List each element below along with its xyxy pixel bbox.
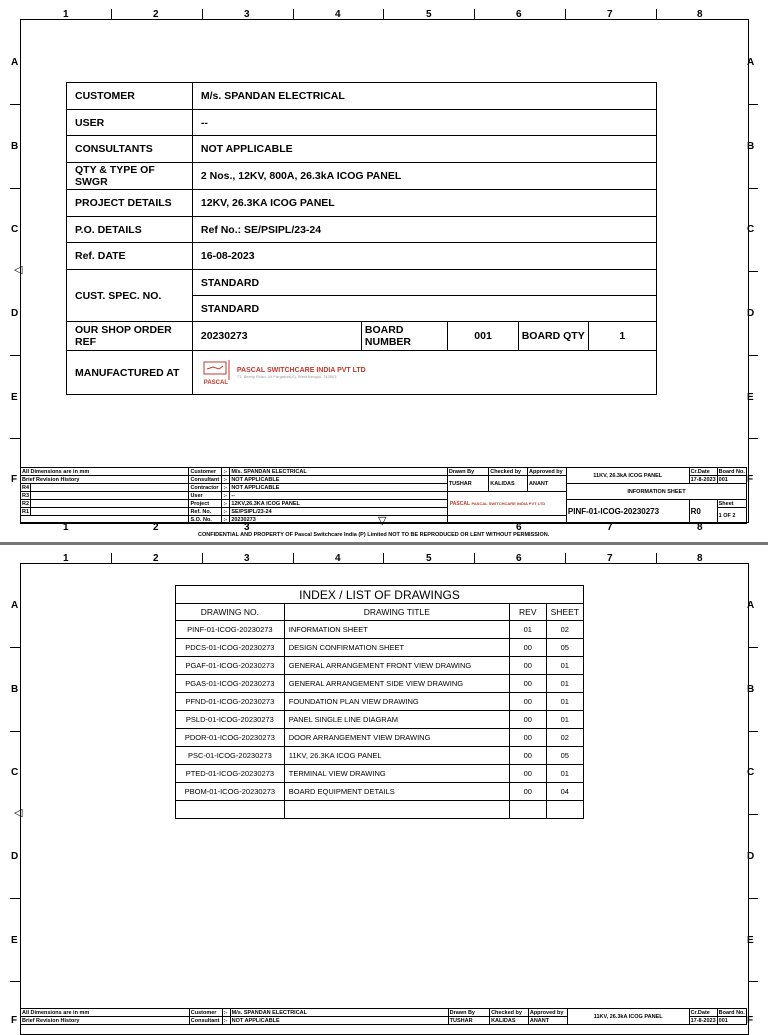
- rev-cell: 00: [509, 675, 546, 693]
- row-letter: E: [11, 935, 18, 946]
- tb-customer: M/s. SPANDAN ELECTRICAL: [230, 1009, 448, 1017]
- tb-logo-company: PASCAL SWITCHCARE INDIA PVT LTD: [471, 500, 546, 506]
- sheet-cell: 01: [546, 711, 583, 729]
- index-table: [175, 585, 584, 819]
- grid-tick: [202, 553, 203, 563]
- row-letter: E: [747, 392, 754, 403]
- sheet-cell: 02: [546, 729, 583, 747]
- sheet-cell: 01: [546, 765, 583, 783]
- column-number: 3: [244, 522, 250, 533]
- row-letter: B: [747, 684, 755, 695]
- info-label: CUSTOMER: [67, 83, 193, 110]
- tb-consultant: NOT APPLICABLE: [230, 1017, 448, 1025]
- tb-sep: :-: [222, 484, 230, 492]
- grid-tick: [10, 647, 20, 648]
- info-value: 2 Nos., 12KV, 800A, 26.3kA ICOG PANEL: [192, 163, 656, 190]
- row-letter: A: [747, 57, 755, 68]
- rev-row: [21, 516, 189, 524]
- row-letter: C: [11, 767, 19, 778]
- grid-tick: [748, 731, 758, 732]
- row-letter: A: [747, 600, 755, 611]
- column-number: 4: [335, 553, 341, 564]
- drawing-no-cell: PSC-01-ICOG-20230273: [176, 747, 285, 765]
- column-number: 5: [426, 553, 432, 564]
- column-number: 4: [335, 9, 341, 20]
- tb-label: Contractor: [189, 484, 222, 492]
- sheet-cell: 01: [546, 693, 583, 711]
- rev-row: [31, 484, 189, 492]
- drawing-title-cell: INFORMATION SHEET: [284, 621, 509, 639]
- drawing-title-cell: GENERAL ARRANGEMENT FRONT VIEW DRAWING: [284, 657, 509, 675]
- info-row: [67, 110, 657, 136]
- tb-checked: KALIDAS: [489, 476, 528, 492]
- row-letter: A: [11, 57, 19, 68]
- column-number: 6: [516, 553, 522, 564]
- info-row: [67, 270, 657, 296]
- tb-approved: ANANT: [528, 476, 567, 492]
- column-number: 7: [607, 553, 613, 564]
- column-number: 2: [153, 522, 159, 533]
- row-letter: D: [11, 851, 19, 862]
- grid-tick: [748, 104, 758, 105]
- column-number: 5: [426, 9, 432, 20]
- info-row: [67, 217, 657, 243]
- tb-label: Sheet: [717, 500, 746, 508]
- grid-tick: [474, 9, 475, 19]
- column-header: REV: [509, 604, 546, 621]
- rev-cell: 00: [509, 711, 546, 729]
- sheet-cell: 04: [546, 783, 583, 801]
- tb-checked: KALIDAS: [490, 1017, 529, 1025]
- column-number: 1: [63, 9, 69, 20]
- info-row: [67, 243, 657, 270]
- column-number: 8: [697, 522, 703, 533]
- company-address: 71, Beerly Road, 24 Parganas(S), West Bengal- 743503: [236, 373, 337, 379]
- tb-label: Cr.Date: [689, 1009, 717, 1017]
- info-value: STANDARD: [192, 270, 656, 296]
- rev-cell: 00: [509, 783, 546, 801]
- shop-order-row: [67, 322, 657, 351]
- column-number: 1: [63, 522, 69, 533]
- sheet-cell: 05: [546, 639, 583, 657]
- rev-row-label: R1: [22, 508, 30, 515]
- table-row: [176, 675, 584, 693]
- shop-order-value: 20230273: [192, 322, 361, 351]
- column-number: 8: [697, 553, 703, 564]
- table-row: [176, 693, 584, 711]
- tb-label: Customer: [189, 1009, 222, 1017]
- board-number-label: BOARD NUMBER: [361, 322, 448, 351]
- table-row: [176, 639, 584, 657]
- row-letter: E: [747, 935, 754, 946]
- board-qty-value: 1: [588, 322, 656, 351]
- tb-panel: 11KV, 26.3kA ICOG PANEL: [567, 1009, 689, 1025]
- index-title-row: [176, 586, 584, 604]
- sheet-cell: 01: [546, 657, 583, 675]
- confidential-notice: CONFIDENTIAL AND PROPERTY OF Pascal Switchcare India (P) Limited NOT TO BE REPRODUCED OR LENT WITHOUT PERMISSION.: [198, 532, 550, 538]
- company-name: PASCAL SWITCHCARE INDIA PVT LTD: [236, 366, 366, 374]
- grid-tick: [10, 188, 20, 189]
- tb-label: Project: [189, 500, 222, 508]
- rev-cell: 00: [509, 747, 546, 765]
- info-value: 12KV, 26.3KA ICOG PANEL: [192, 190, 656, 217]
- grid-tick: [10, 104, 20, 105]
- drawing-no-cell: PFND-01-ICOG-20230273: [176, 693, 285, 711]
- rev-row-label: R3: [22, 492, 30, 499]
- tb-label: Board No.: [718, 1009, 745, 1016]
- tb-drawing-no: PINF-01-ICOG-20230273: [566, 500, 689, 524]
- column-number: 2: [153, 9, 159, 20]
- tb-sheet: 1 OF 2: [717, 508, 746, 524]
- tb-label: S.O. No.: [189, 516, 222, 524]
- column-number: 7: [607, 522, 613, 533]
- grid-tick: [383, 553, 384, 563]
- title-block: [20, 1008, 747, 1025]
- dimension-note: All Dimensions are in mm: [21, 468, 189, 476]
- column-number: 7: [607, 9, 613, 20]
- grid-tick: [748, 814, 758, 815]
- manufactured-label: MANUFACTURED AT: [67, 351, 193, 395]
- grid-tick: [748, 355, 758, 356]
- info-row: [67, 163, 657, 190]
- rev-row: [31, 492, 189, 500]
- tb-sep: :-: [222, 508, 230, 516]
- row-letter: F: [11, 1015, 18, 1026]
- info-label: QTY & TYPE OF SWGR: [67, 163, 193, 190]
- column-number: 8: [697, 9, 703, 20]
- grid-tick: [748, 647, 758, 648]
- info-value: --: [192, 110, 656, 136]
- grid-tick: [111, 9, 112, 19]
- drawing-no-cell: PDCS-01-ICOG-20230273: [176, 639, 285, 657]
- table-row: [176, 783, 584, 801]
- tb-sep: :-: [222, 468, 230, 476]
- tb-sep: :-: [222, 476, 230, 484]
- dimension-note: All Dimensions are in mm: [21, 1009, 190, 1017]
- info-label: CUST. SPEC. NO.: [67, 270, 193, 322]
- tb-boardno: 001: [717, 476, 746, 484]
- drawing-no-cell: PBOM-01-ICOG-20230273: [176, 783, 285, 801]
- tb-label: User: [189, 492, 222, 500]
- info-label: PROJECT DETAILS: [67, 190, 193, 217]
- row-letter: C: [747, 224, 755, 235]
- row-letter: D: [11, 308, 19, 319]
- grid-tick: [748, 981, 758, 982]
- drawing-title-cell: DESIGN CONFIRMATION SHEET: [284, 639, 509, 657]
- grid-tick: [748, 188, 758, 189]
- revision-history-label: Brief Revision History: [21, 476, 189, 484]
- tb-crdate: 17-8-2023: [690, 1017, 716, 1024]
- centering-mark-icon: ▽: [378, 515, 387, 527]
- table-row: [176, 621, 584, 639]
- grid-tick: [656, 9, 657, 19]
- tb-drawn: TUSHAR: [448, 1017, 489, 1025]
- info-value: M/s. SPANDAN ELECTRICAL: [192, 83, 656, 110]
- index-sheet-page: [0, 545, 768, 1024]
- grid-tick: [10, 981, 20, 982]
- column-number: 6: [516, 522, 522, 533]
- pascal-logo-icon: [201, 360, 231, 386]
- tb-consultant: NOT APPLICABLE: [230, 476, 448, 484]
- information-table: [66, 82, 657, 395]
- revision-history-label: Brief Revision History: [21, 1017, 190, 1025]
- drawing-no-cell: PGAF-01-ICOG-20230273: [176, 657, 285, 675]
- tb-sep: :-: [222, 516, 230, 524]
- tb-logo: [447, 492, 566, 516]
- table-row-empty: [176, 801, 584, 819]
- row-letter: A: [11, 600, 19, 611]
- drawing-no-cell: PTED-01-ICOG-20230273: [176, 765, 285, 783]
- manufactured-row: [67, 351, 657, 395]
- tb-label: Approved by: [528, 1009, 567, 1017]
- row-letter: F: [747, 474, 754, 485]
- tb-label: Customer: [189, 468, 222, 476]
- drawing-title-cell: TERMINAL VIEW DRAWING: [284, 765, 509, 783]
- table-row: [176, 711, 584, 729]
- rev-row-label: R4: [22, 484, 30, 491]
- table-row: [176, 765, 584, 783]
- tb-label: Board No.: [718, 468, 745, 475]
- drawing-title-cell: DOOR ARRANGEMENT VIEW DRAWING: [284, 729, 509, 747]
- info-label: CONSULTANTS: [67, 136, 193, 163]
- drawing-title-cell: BOARD EQUIPMENT DETAILS: [284, 783, 509, 801]
- grid-tick: [10, 438, 20, 439]
- grid-tick: [565, 553, 566, 563]
- board-qty-label: BOARD QTY: [518, 322, 588, 351]
- tb-sep: :-: [222, 500, 230, 508]
- info-value: NOT APPLICABLE: [192, 136, 656, 163]
- tb-label: Ref. No.: [189, 508, 222, 516]
- tb-label: Consultant: [189, 1017, 222, 1025]
- tb-label: Checked by: [489, 468, 528, 476]
- grid-tick: [10, 898, 20, 899]
- column-header: DRAWING TITLE: [284, 604, 509, 621]
- rev-row: [31, 508, 189, 516]
- grid-tick: [111, 553, 112, 563]
- row-letter: D: [747, 308, 755, 319]
- tb-sep: :-: [222, 1009, 230, 1017]
- rev-row-label: R2: [22, 500, 30, 507]
- grid-tick: [748, 438, 758, 439]
- grid-tick: [293, 9, 294, 19]
- grid-tick: [748, 271, 758, 272]
- tb-label: Cr.Date: [689, 468, 717, 476]
- tb-rev: R0: [689, 500, 717, 524]
- tb-ref: SE/PSIPL/23-24: [230, 508, 448, 516]
- drawing-no-cell: PINF-01-ICOG-20230273: [176, 621, 285, 639]
- row-letter: D: [747, 851, 755, 862]
- rev-cell: 00: [509, 765, 546, 783]
- tb-panel: 11KV, 26.3kA ICOG PANEL: [566, 468, 689, 484]
- row-letter: F: [11, 474, 18, 485]
- info-value: Ref No.: SE/PSIPL/23-24: [192, 217, 656, 243]
- info-label: Ref. DATE: [67, 243, 193, 270]
- drawing-title-cell: GENERAL ARRANGEMENT SIDE VIEW DRAWING: [284, 675, 509, 693]
- rev-cell: 00: [509, 693, 546, 711]
- sheet-cell: 02: [546, 621, 583, 639]
- tb-contractor: NOT APPLICABLE: [230, 484, 448, 492]
- drawing-title-cell: 11KV, 26.3KA ICOG PANEL: [284, 747, 509, 765]
- grid-tick: [10, 355, 20, 356]
- tb-label: Approved by: [528, 468, 567, 476]
- index-header-row: [176, 604, 584, 621]
- row-letter: E: [11, 392, 18, 403]
- drawing-title-cell: PANEL SINGLE LINE DIAGRAM: [284, 711, 509, 729]
- tb-so: 20230273: [230, 516, 448, 524]
- tb-logo-word: PASCAL: [449, 500, 470, 507]
- tb-label: Checked by: [490, 1009, 529, 1017]
- tb-label: Consultant: [189, 476, 222, 484]
- tb-sheet-title: INFORMATION SHEET: [566, 484, 746, 500]
- drawing-title-cell: FOUNDATION PLAN VIEW DRAWING: [284, 693, 509, 711]
- info-label: USER: [67, 110, 193, 136]
- shop-order-label: OUR SHOP ORDER REF: [67, 322, 193, 351]
- table-row: [176, 729, 584, 747]
- centering-mark-icon: ◁: [14, 264, 23, 276]
- row-letter: C: [11, 224, 19, 235]
- row-letter: F: [747, 1015, 754, 1026]
- grid-tick: [474, 553, 475, 563]
- column-header: SHEET: [546, 604, 583, 621]
- grid-tick: [565, 9, 566, 19]
- tb-project: 12KV,26.3KA ICOG PANEL: [230, 500, 448, 508]
- logo-word: PASCAL: [203, 379, 228, 386]
- column-number: 2: [153, 553, 159, 564]
- sheet-cell: 01: [546, 675, 583, 693]
- info-value: STANDARD: [192, 296, 656, 322]
- grid-tick: [383, 9, 384, 19]
- info-row: [67, 136, 657, 163]
- index-title: INDEX / LIST OF DRAWINGS: [176, 586, 584, 604]
- info-row: [67, 83, 657, 110]
- tb-user: --: [230, 492, 448, 500]
- column-number: 6: [516, 9, 522, 20]
- grid-tick: [748, 898, 758, 899]
- row-letter: B: [11, 141, 19, 152]
- column-number: 3: [244, 9, 250, 20]
- tb-crdate: 17-8-2023: [690, 476, 716, 483]
- table-row: [176, 657, 584, 675]
- row-letter: B: [11, 684, 19, 695]
- column-number: 1: [63, 553, 69, 564]
- info-value: 16-08-2023: [192, 243, 656, 270]
- board-number-value: 001: [448, 322, 518, 351]
- grid-tick: [656, 553, 657, 563]
- manufacturer-logo: [192, 351, 656, 395]
- column-header: DRAWING NO.: [176, 604, 285, 621]
- row-letter: C: [747, 767, 755, 778]
- info-label: P.O. DETAILS: [67, 217, 193, 243]
- tb-empty: [447, 516, 566, 524]
- table-row: [176, 747, 584, 765]
- tb-label: Drawn By: [447, 468, 488, 476]
- rev-cell: 00: [509, 729, 546, 747]
- rev-cell: 00: [509, 657, 546, 675]
- rev-cell: 01: [509, 621, 546, 639]
- column-number: 3: [244, 553, 250, 564]
- tb-boardno: 001: [717, 1017, 746, 1025]
- tb-sep: :-: [222, 492, 230, 500]
- grid-tick: [202, 9, 203, 19]
- tb-approved: ANANT: [528, 1017, 567, 1025]
- sheet-cell: 05: [546, 747, 583, 765]
- info-row: [67, 190, 657, 217]
- rev-row: [31, 500, 189, 508]
- tb-label: Drawn By: [448, 1009, 489, 1017]
- tb-drawn: TUSHAR: [447, 476, 488, 492]
- centering-mark-icon: ◁: [14, 807, 23, 819]
- tb-customer: M/s. SPANDAN ELECTRICAL: [230, 468, 448, 476]
- drawing-no-cell: PDOR-01-ICOG-20230273: [176, 729, 285, 747]
- drawing-no-cell: PGAS-01-ICOG-20230273: [176, 675, 285, 693]
- tb-sep: :-: [222, 1017, 230, 1025]
- grid-tick: [10, 731, 20, 732]
- drawing-no-cell: PSLD-01-ICOG-20230273: [176, 711, 285, 729]
- row-letter: B: [747, 141, 755, 152]
- grid-tick: [293, 553, 294, 563]
- rev-cell: 00: [509, 639, 546, 657]
